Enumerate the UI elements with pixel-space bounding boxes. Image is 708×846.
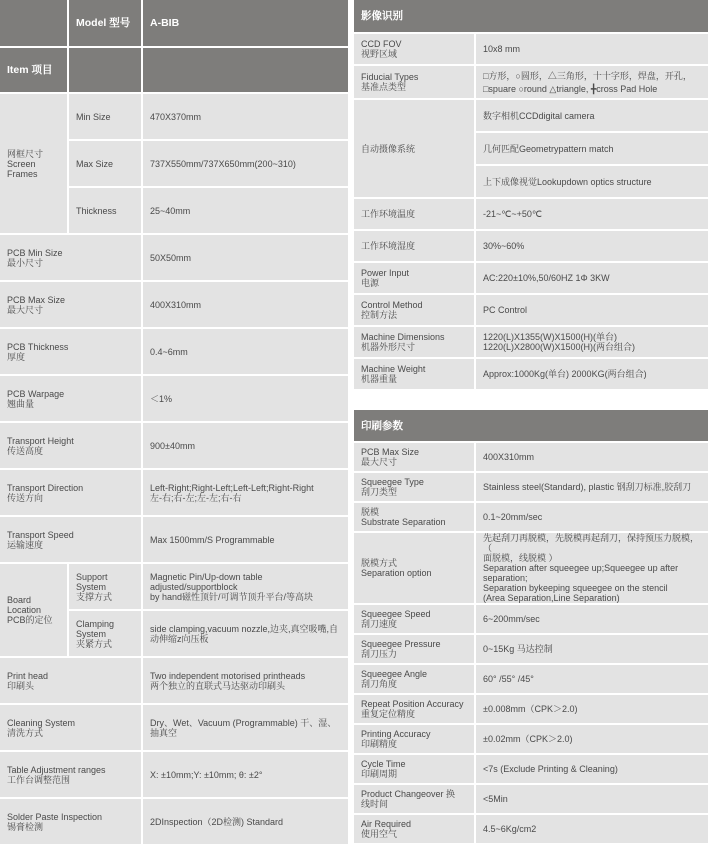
row-label: Machine Dimensions 机器外形尺寸 <box>354 327 474 357</box>
row-label: PCB Max Size 最大尺寸 <box>354 443 474 471</box>
screen-frames-label: 网框尺寸 Screen Frames <box>0 94 67 233</box>
header-blank <box>0 0 67 46</box>
table-row <box>0 423 348 468</box>
table-row <box>354 473 708 501</box>
row-value: PC Control <box>476 295 708 325</box>
table-row <box>0 705 348 750</box>
support-value: Magnetic Pin/Up-down table adjusted/supportblock by hand磁性顶针/可调节顶升平台/等高块 <box>143 564 348 609</box>
row-value: 400X310mm <box>476 443 708 471</box>
table-row <box>0 658 348 703</box>
row-value: 900±40mm <box>143 423 348 468</box>
table-row <box>0 752 348 797</box>
row-label: Min Size <box>69 94 141 139</box>
row-value: 上下成像视觉Lookupdown optics structure <box>476 166 708 197</box>
row-value: X: ±10mm;Y: ±10mm; θ: ±2° <box>143 752 348 797</box>
row-value: ＜1% <box>143 376 348 421</box>
row-value: 470X370mm <box>143 94 348 139</box>
table-row <box>354 815 708 843</box>
table-row <box>0 799 348 844</box>
board-location-label: Board Location PCB的定位 <box>0 564 67 656</box>
clamping-value: side clamping,vacuum nozzle,边夹,真空吸嘴,自 动伸缩z向压板 <box>143 611 348 656</box>
print-section-title: 印刷参数 <box>354 410 708 441</box>
row-label: Control Method 控制方法 <box>354 295 474 325</box>
table-row <box>354 605 708 633</box>
table-row <box>354 443 708 471</box>
row-label: CCD FOV 视野区域 <box>354 34 474 64</box>
row-value: Approx:1000Kg(单台) 2000KG(两台组合) <box>476 359 708 389</box>
row-value: 4.5~6Kg/cm2 <box>476 815 708 843</box>
row-label: Squeegee Speed 刮刀速度 <box>354 605 474 633</box>
row-value: Left-Right;Right-Left;Left-Left;Right-Right 左-右;右-左;左-左;右-右 <box>143 470 348 515</box>
row-label: PCB Thickness 厚度 <box>0 329 141 374</box>
row-label: Max Size <box>69 141 141 186</box>
support-label: Support System 支撑方式 <box>69 564 141 609</box>
table-row <box>0 470 348 515</box>
row-label: Air Required 使用空气 <box>354 815 474 843</box>
table-row <box>354 327 708 357</box>
row-value: 0~15Kg 马达控制 <box>476 635 708 663</box>
table-row <box>354 263 708 293</box>
row-label: Solder Paste Inspection 锡膏检测 <box>0 799 141 844</box>
row-label: 工作环境温度 <box>354 199 474 229</box>
row-value: 10x8 mm <box>476 34 708 64</box>
row-value: 6~200mm/sec <box>476 605 708 633</box>
table-row <box>354 665 708 693</box>
spec-table-left <box>0 0 350 846</box>
camera-system-label: 自动摄像系统 <box>354 100 474 197</box>
row-value: 几何匹配Geometrypattern match <box>476 133 708 164</box>
table-row <box>354 199 708 229</box>
row-label: Transport Speed 运输速度 <box>0 517 141 562</box>
row-label: PCB Max Size 最大尺寸 <box>0 282 141 327</box>
row-value: <7s (Exclude Printing & Cleaning) <box>476 755 708 783</box>
model-value: A-BIB <box>143 0 348 46</box>
table-row <box>354 695 708 723</box>
table-row <box>0 329 348 374</box>
row-value: 0.1~20mm/sec <box>476 503 708 531</box>
row-label: Print head 印刷头 <box>0 658 141 703</box>
row-value: Dry、Wet、Vacuum (Programmable) 干、湿、 抽真空 <box>143 705 348 750</box>
row-value: ±0.02mm（CPK＞2.0) <box>476 725 708 753</box>
table-row <box>354 503 708 531</box>
row-label: Squeegee Angle 刮刀角度 <box>354 665 474 693</box>
header-blank <box>69 48 141 92</box>
row-label: Printing Accuracy 印刷精度 <box>354 725 474 753</box>
row-value: 30%~60% <box>476 231 708 261</box>
table-row <box>0 376 348 421</box>
row-label: 工作环境湿度 <box>354 231 474 261</box>
row-label: Squeegee Pressure 刮刀压力 <box>354 635 474 663</box>
row-value: Stainless steel(Standard), plastic 钢刮刀标准,胶刮刀 <box>476 473 708 501</box>
row-label: Transport Direction 传送方向 <box>0 470 141 515</box>
row-label: Power Input 电源 <box>354 263 474 293</box>
row-label: Machine Weight 机器重量 <box>354 359 474 389</box>
row-label: Repeat Position Accuracy 重复定位精度 <box>354 695 474 723</box>
row-label: Table Adjustment ranges 工作台调整范围 <box>0 752 141 797</box>
row-value: 400X310mm <box>143 282 348 327</box>
table-row <box>354 295 708 325</box>
row-label: Thickness <box>69 188 141 233</box>
table-row <box>354 755 708 783</box>
row-value: Max 1500mm/S Programmable <box>143 517 348 562</box>
spec-table-printing <box>352 408 708 845</box>
row-value: AC:220±10%,50/60HZ 1Φ 3KW <box>476 263 708 293</box>
item-label: Item 项目 <box>0 48 67 92</box>
row-label: Cycle Time 印刷周期 <box>354 755 474 783</box>
row-label: Transport Height 传送高度 <box>0 423 141 468</box>
header-blank <box>143 48 348 92</box>
table-row <box>0 517 348 562</box>
row-label: 脱模 Substrate Separation <box>354 503 474 531</box>
model-label: Model 型号 <box>69 0 141 46</box>
row-label: Squeegee Type 刮刀类型 <box>354 473 474 501</box>
spec-table-vision <box>352 0 708 391</box>
row-label: 脱模方式 Separation option <box>354 533 474 603</box>
row-value: 2DInspection（2D检测) Standard <box>143 799 348 844</box>
table-row <box>0 235 348 280</box>
table-row <box>354 725 708 753</box>
row-value: ±0.008mm（CPK＞2.0) <box>476 695 708 723</box>
row-value: 1220(L)X1355(W)X1500(H)(单台) 1220(L)X2800(W)X1500(H)(两台组合) <box>476 327 708 357</box>
table-row <box>354 785 708 813</box>
row-value: 737X550mm/737X650mm(200~310) <box>143 141 348 186</box>
row-label: Fiducial Types 基准点类型 <box>354 66 474 98</box>
table-row <box>354 231 708 261</box>
row-value: <5Min <box>476 785 708 813</box>
vision-section-title: 影像识别 <box>354 0 708 32</box>
table-row <box>354 359 708 389</box>
row-value: 0.4~6mm <box>143 329 348 374</box>
row-value: 50X50mm <box>143 235 348 280</box>
row-value: □方形，○圆形，△三角形，十十字形，焊盘，开孔， □spuare ○round △triangle, ╋cross Pad Hole <box>476 66 708 98</box>
row-value: 数字相机CCDdigital camera <box>476 100 708 131</box>
row-value: 先起刮刀再脱模，先脱模再起刮刀，保持预压力脱模，（ 面脱模，线脱模 ） Separation after squeegee up;Squeegee up after separation; Separation bykeeping squeegee on the stencil (Area Separation,Line Separation) <box>476 533 708 603</box>
row-label: PCB Warpage 翘曲量 <box>0 376 141 421</box>
row-value: 25~40mm <box>143 188 348 233</box>
clamping-label: Clamping System 夹紧方式 <box>69 611 141 656</box>
row-label: PCB Min Size 最小尺寸 <box>0 235 141 280</box>
row-value: -21~℃~+50℃ <box>476 199 708 229</box>
row-label: Product Changeover 换 线时间 <box>354 785 474 813</box>
table-row <box>0 282 348 327</box>
row-label: Cleaning System 清洗方式 <box>0 705 141 750</box>
row-value: 60° /55° /45° <box>476 665 708 693</box>
row-value: Two independent motorised printheads 两个独立的直联式马达驱动印刷头 <box>143 658 348 703</box>
table-row <box>354 635 708 663</box>
